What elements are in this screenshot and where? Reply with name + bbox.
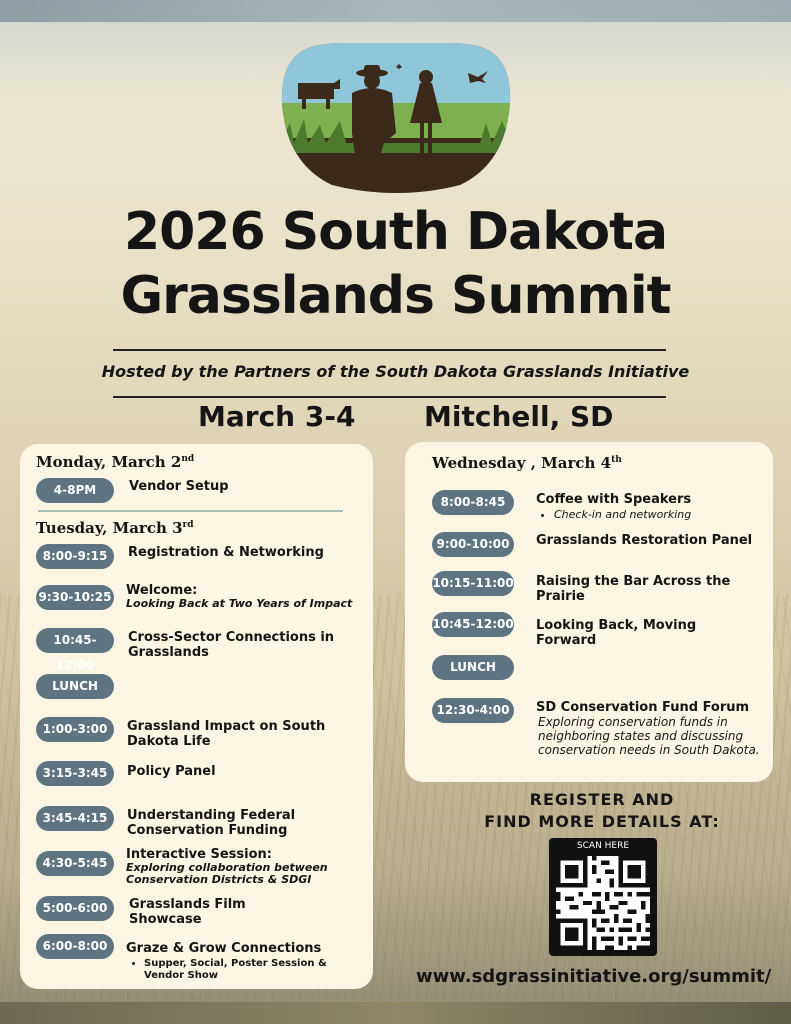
- divider-top: [113, 349, 666, 351]
- time-pill: 10:45-12:00: [36, 628, 114, 653]
- time-pill: 12:30-4:00: [432, 698, 514, 723]
- time-pill: 10:15-11:00: [432, 571, 514, 596]
- time-pill: 6:00-8:00: [36, 934, 114, 959]
- page-title: [0, 200, 791, 328]
- time-pill: 8:00-9:15: [36, 544, 114, 569]
- event-bullet: • Supper, Social, Poster Session & Vendor Show: [144, 958, 356, 982]
- schedule-card-wednesday: [405, 442, 773, 782]
- event-title: Grassland Impact on South Dakota Life: [127, 719, 326, 749]
- event-title: Vendor Setup: [129, 479, 229, 494]
- qr-pattern: [556, 856, 650, 950]
- event-title: Grasslands Restoration Panel: [536, 533, 753, 548]
- event-location: Mitchell, SD: [424, 400, 614, 433]
- monday-divider: [38, 510, 343, 512]
- event-title: Policy Panel: [127, 764, 216, 779]
- event-title: Graze & Grow Connections • Supper, Social, Poster Session & Vendor Show: [126, 941, 356, 982]
- event-title: Registration & Networking: [128, 545, 324, 560]
- event-title: SD Conservation Fund Forum Exploring conservation funds in neighboring states and discussing conservation needs in South Dakota.: [536, 700, 760, 757]
- time-pill: 4:30-5:45: [36, 851, 114, 876]
- monday-heading: Monday, March 2nd: [36, 453, 195, 471]
- lunch-pill: LUNCH: [432, 655, 514, 680]
- time-pill: 5:00-6:00: [36, 896, 114, 921]
- time-pill: 4-8PM: [36, 478, 114, 503]
- title-line-2: Grasslands Summit: [120, 266, 671, 326]
- event-title: Looking Back, Moving Forward: [536, 618, 697, 648]
- lunch-pill: LUNCH: [36, 674, 114, 699]
- divider-bottom: [113, 396, 666, 398]
- register-heading: REGISTER AND FIND MORE DETAILS AT:: [484, 790, 720, 831]
- event-title: Coffee with Speakers • Check-in and networking: [536, 492, 756, 521]
- sky-band: [0, 0, 791, 22]
- time-pill: 3:45-4:15: [36, 806, 114, 831]
- event-date: March 3-4: [198, 400, 356, 433]
- event-title: Raising the Bar Across the Prairie: [536, 574, 731, 604]
- wednesday-heading: Wednesday , March 4th: [432, 454, 622, 472]
- event-bullet: • Check-in and networking: [554, 509, 756, 521]
- event-title: Welcome: Looking Back at Two Years of Impact: [126, 583, 353, 610]
- event-title: Cross-Sector Connections in Grasslands: [128, 630, 335, 660]
- event-title: Grasslands Film Showcase: [129, 897, 246, 927]
- title-line-1: 2026 South Dakota: [123, 202, 668, 262]
- tuesday-heading: Tuesday, March 3rd: [36, 519, 194, 537]
- schedule-card-monday-tuesday: [20, 444, 373, 989]
- grass-strip: [0, 1002, 791, 1024]
- time-pill: 10:45-12:00: [432, 612, 514, 637]
- qr-code[interactable]: [549, 838, 657, 956]
- time-pill: 9:30-10:25: [36, 585, 114, 610]
- time-pill: 8:00-8:45: [432, 490, 514, 515]
- summit-url[interactable]: www.sdgrassinitiative.org/summit/: [416, 966, 772, 987]
- time-pill: 3:15-3:45: [36, 761, 114, 786]
- event-title: Interactive Session: Exploring collaboration between Conservation Districts & SDGI: [126, 847, 328, 886]
- time-pill: 1:00-3:00: [36, 717, 114, 742]
- time-pill: 9:00-10:00: [432, 532, 514, 557]
- hosted-by: Hosted by the Partners of the South Dakota Grasslands Initiative: [101, 362, 690, 381]
- grasslands-logo: [280, 43, 512, 193]
- qr-label: SCAN HERE: [576, 841, 630, 851]
- event-title: Understanding Federal Conservation Funding: [127, 808, 296, 838]
